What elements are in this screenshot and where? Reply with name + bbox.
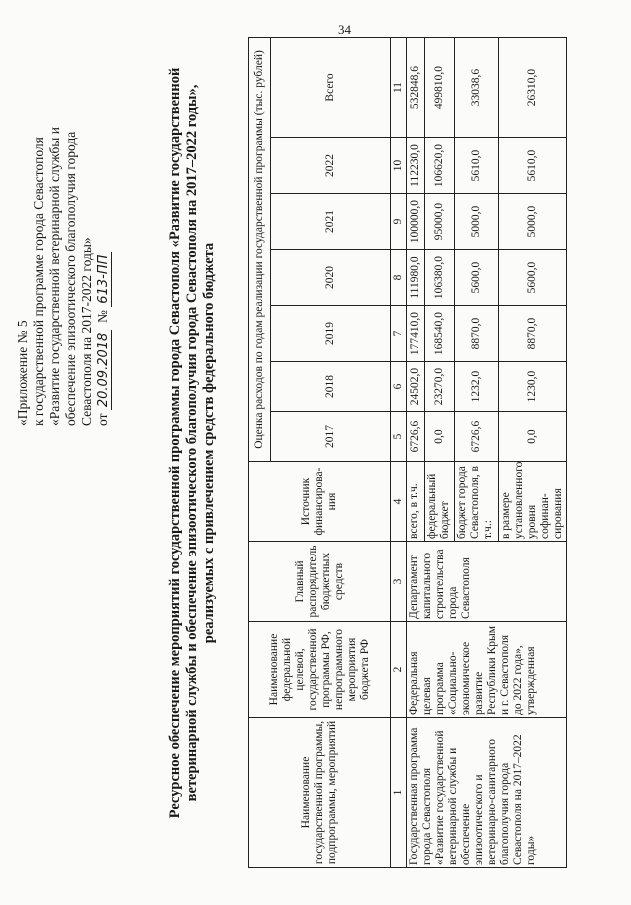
rotated-page-content (5, 18, 605, 888)
column-number: 3 (391, 542, 407, 622)
value-cell: 1232,0 (455, 362, 499, 412)
header-distributor: Главный распорядитель бюджетных средств (249, 542, 391, 622)
date-handwritten: 20.09.2018 (96, 330, 112, 410)
annex-line: к государственной программе города Севастополя (31, 137, 46, 426)
column-number: 8 (391, 250, 407, 306)
value-cell: 0,0 (499, 412, 567, 462)
resource-table (248, 37, 567, 868)
document-title: Ресурсное обеспечение мероприятий государственной программы города Севастополя «Развитие государственной ветеринарной службы и обеспечение эпизоотического благополучия города Севастополя на 2017–2022 годы», реализуемых с привлечением средств федерального бюджета (167, 67, 217, 819)
annex-header (15, 26, 112, 426)
column-number: 9 (391, 194, 407, 250)
source-cell: федеральный бюджет (425, 462, 455, 542)
column-number: 11 (391, 37, 407, 137)
value-cell: 6726,6 (407, 412, 425, 462)
value-cell: 168540,0 (425, 306, 455, 362)
column-number: 6 (391, 362, 407, 412)
value-cell: 1230,0 (499, 362, 567, 412)
annex-line: «Развитие государственной ветеринарной службы и (47, 127, 62, 426)
column-number: 4 (391, 462, 407, 542)
value-cell: 6726,6 (455, 412, 499, 462)
value-cell: 5610,0 (499, 138, 567, 194)
total-cell: 532848,6 (407, 37, 425, 137)
value-cell: 8870,0 (499, 306, 567, 362)
value-cell: 100000,0 (407, 194, 425, 250)
header-year: 2020 (271, 250, 391, 306)
value-cell: 112230,0 (407, 138, 425, 194)
header-year: 2022 (271, 138, 391, 194)
value-cell: 8870,0 (455, 306, 499, 362)
value-cell: 5000,0 (455, 194, 499, 250)
date-prefix: от (95, 413, 110, 426)
source-cell: всего, в т.ч. (407, 462, 425, 542)
column-number: 5 (391, 412, 407, 462)
column-number: 10 (391, 138, 407, 194)
page-number: 34 (338, 22, 351, 37)
program-name-cell: Государственная программа города Севастополя «Развитие государственной ветеринарной службы и обеспечение эпизоотического и ветеринарно-санитарного благополучия города Севастополя на 2017–2022 годы» (407, 718, 567, 868)
column-number: 1 (391, 718, 407, 868)
value-cell: 95000,0 (425, 194, 455, 250)
value-cell: 106380,0 (425, 250, 455, 306)
header-expense-group: Оценка расходов по годам реализации государственной программы (тыс. рублей) (249, 37, 271, 461)
header-year: 2018 (271, 362, 391, 412)
header-year: 2019 (271, 306, 391, 362)
annex-line: Севастополя на 2017-2022 годы» (79, 237, 94, 426)
annex-title: «Приложение № 5 (15, 320, 30, 426)
column-number: 7 (391, 306, 407, 362)
header-source: Источник финансирова-ния (249, 462, 391, 542)
header-total: Всего (271, 37, 391, 137)
total-cell: 26310,0 (499, 37, 567, 137)
value-cell: 5000,0 (499, 194, 567, 250)
value-cell: 177410,0 (407, 306, 425, 362)
value-cell: 24502,0 (407, 362, 425, 412)
annex-line: обеспечение эпизоотического благополучия города (63, 131, 78, 426)
source-cell: бюджет города Севастополя, в т.ч.: (455, 462, 499, 542)
source-cell: в размере установленного уровня софинан-сирования (499, 462, 567, 542)
distributor-cell: Департамент капитального строительства города Севастополя (407, 542, 567, 622)
header-year: 2017 (271, 412, 391, 462)
value-cell: 5600,0 (499, 250, 567, 306)
number-prefix: № (95, 310, 110, 323)
header-year: 2021 (271, 194, 391, 250)
header-federal-program: Наименование федеральной целевой, государственной программы РФ, непрограммного мероприятия бюджета РФ (249, 622, 391, 718)
federal-program-cell: Федеральная целевая программа «Социально-экономическое развитие Республики Крым и г. Севастополя до 2022 года», утвержденная (407, 622, 567, 718)
column-number: 2 (391, 622, 407, 718)
total-cell: 499810,0 (425, 37, 455, 137)
header-program-name: Наименование государственной программы, подпрограммы, мероприятий (249, 718, 391, 868)
number-handwritten: 613-ПП (96, 252, 112, 307)
value-cell: 111980,0 (407, 250, 425, 306)
value-cell: 5600,0 (455, 250, 499, 306)
value-cell: 5610,0 (455, 138, 499, 194)
value-cell: 23270,0 (425, 362, 455, 412)
value-cell: 0,0 (425, 412, 455, 462)
annex-date-line (95, 26, 112, 426)
value-cell: 106620,0 (425, 138, 455, 194)
total-cell: 33038,6 (455, 37, 499, 137)
